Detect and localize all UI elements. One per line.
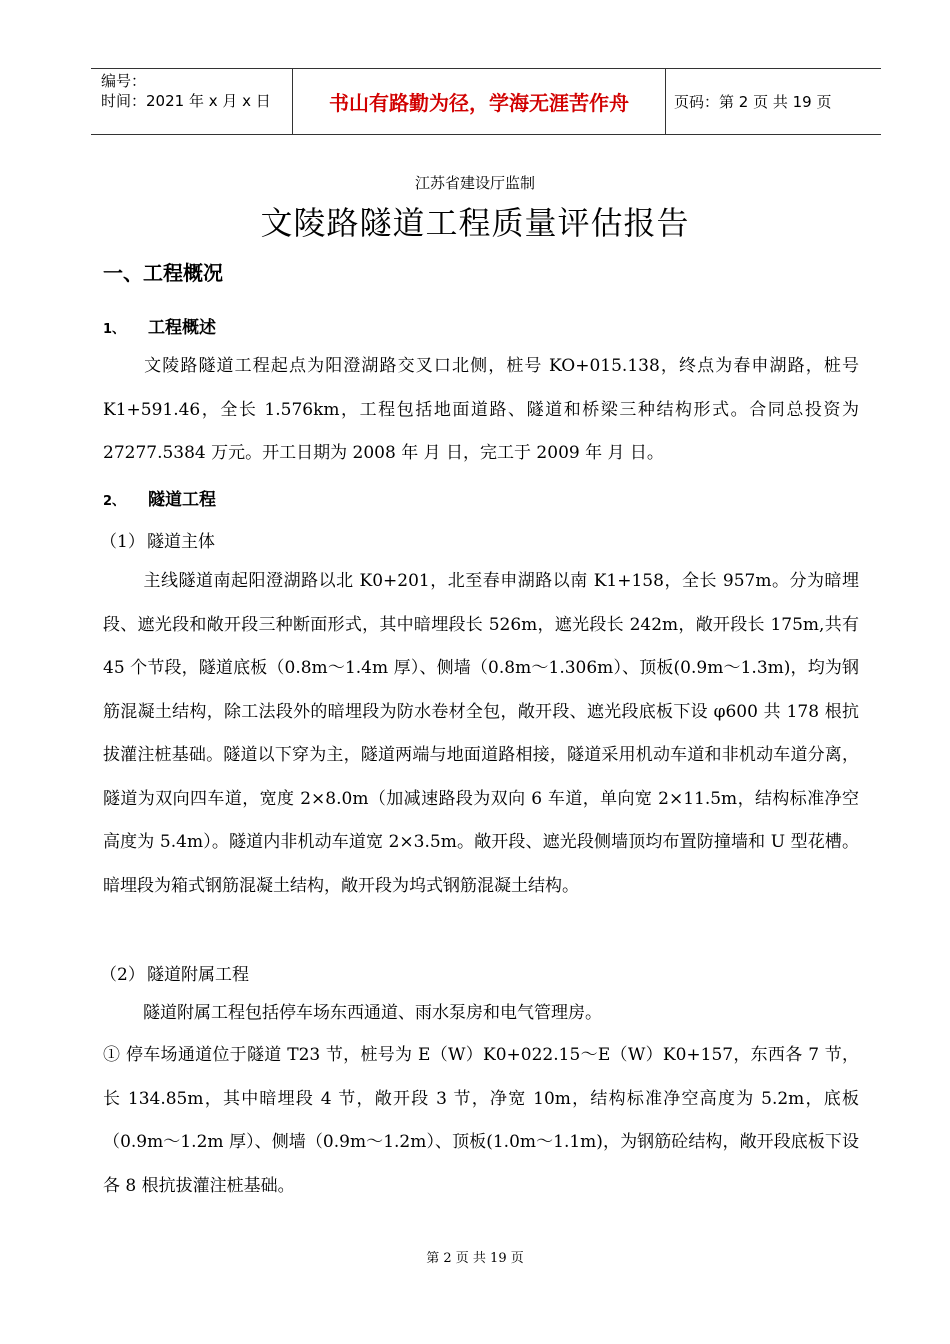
subheading-number: 2、 — [103, 494, 126, 509]
motto-text: 书山有路勤为径，学海无涯苦作舟 — [329, 91, 629, 115]
item-label: 隧道主体 — [147, 532, 215, 552]
paragraph-tunnel-main — [103, 560, 859, 908]
supervisor-line: 江苏省建设厅监制 — [414, 174, 535, 192]
paragraph-parking — [103, 1034, 859, 1208]
item-label: 隧道附属工程 — [147, 965, 249, 985]
motto-cell — [293, 69, 666, 134]
paragraph-text: 隧道附属工程包括停车场东西通道、雨水泵房和电气管理房。 — [143, 1003, 602, 1023]
paragraph-text: 文陵路隧道工程起点为阳澄湖路交叉口北侧，桩号 KO+015.138，终点为春申湖路，桩号 K1+591.46，全长 1.576km，工程包括地面道路、隧道和桥梁三种结构形式。合同总投资为 27277.5384 万元。开工日期为 2008 年 月 日，完工于 2009 年 月 日。 — [103, 356, 859, 463]
item-tunnel-aux — [100, 960, 249, 985]
header-meta-cell — [91, 69, 293, 134]
subheading-label: 工程概述 — [148, 318, 216, 338]
item-tunnel-main — [100, 527, 215, 552]
subheading-label: 隧道工程 — [148, 490, 216, 510]
item-number: （1） — [100, 532, 145, 552]
subheading-overview — [103, 313, 216, 338]
page-info-text: 页码：第 2 页 共 19 页 — [674, 93, 832, 111]
subheading-tunnel — [103, 485, 216, 510]
item-number: （2） — [100, 965, 145, 985]
subheading-number: 1、 — [103, 322, 126, 337]
section-heading-overview: 一、工程概况 — [103, 261, 223, 285]
page-footer: 第 2 页 共 19 页 — [426, 1251, 524, 1266]
paragraph-text: ① 停车场通道位于隧道 T23 节，桩号为 E（W）K0+022.15～E（W）K0+157，东西各 7 节，长 134.85m，其中暗埋段 4 节，敞开段 3 节，净宽 10m，结构标准净空高度为 5.2m，底板（0.9m～1.2m 厚）、侧墙（0.9m～1.2m）、顶板(1.0m～1.1m)，为钢筋砼结构，敞开段底板下设各 8 根抗拔灌注桩基础。 — [103, 1045, 859, 1196]
document-title: 文陵路隧道工程质量评估报告 — [260, 204, 690, 242]
number-label: 编号： — [101, 72, 147, 90]
paragraph-overview — [103, 345, 859, 476]
paragraph-text: 主线隧道南起阳澄湖路以北 K0+201，北至春申湖路以南 K1+158，全长 957m。分为暗埋段、遮光段和敞开段三种断面形式，其中暗埋段长 526m，遮光段长 242m，敞开段长 175m,共有 45 个节段，隧道底板（0.8m～1.4m 厚）、侧墙（0.8m～1.306m）、顶板(0.9m～1.3m)，均为钢筋混凝土结构，除工法段外的暗埋段为防水卷材全包，敞开段、遮光段底板下设 φ600 共 178 根抗拔灌注桩基础。隧道以下穿为主，隧道两端与地面道路相接，隧道采用机动车道和非机动车道分离，隧道为双向四车道，宽度 2×8.0m（加减速路段为双向 6 车道，单向宽 2×11.5m，结构标准净空高度为 5.4m）。隧道内非机动车道宽 2×3.5m。敞开段、遮光段侧墙顶均布置防撞墙和 U 型花槽。暗埋段为箱式钢筋混凝土结构，敞开段为坞式钢筋混凝土结构。 — [103, 571, 859, 896]
header-table — [91, 68, 881, 135]
paragraph-aux — [103, 992, 859, 1036]
page-info-cell — [666, 69, 881, 134]
time-label: 时间：2021 年 x 月 x 日 — [101, 92, 271, 110]
